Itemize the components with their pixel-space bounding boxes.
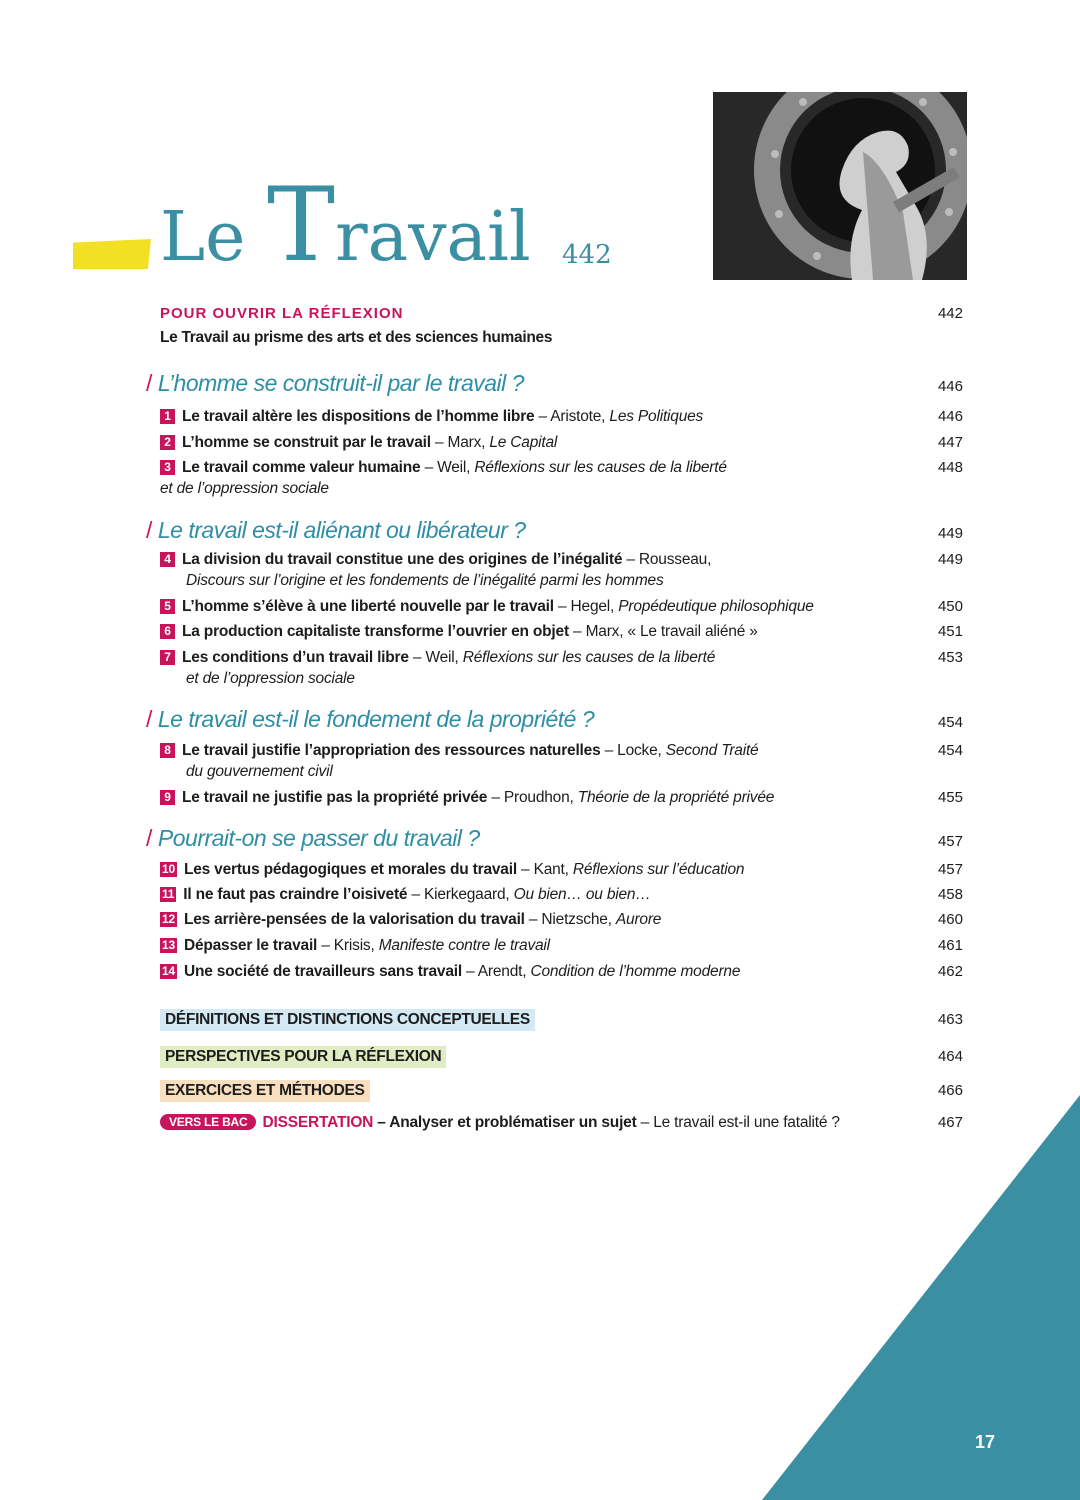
entry-title: Les vertus pédagogiques et morales du travail (183, 861, 517, 878)
toc-entry[interactable]: 10 Les vertus pédagogiques et morales du travail – Kant, Réflexions sur l’éducation 457 (162, 861, 963, 878)
entry-work: Le Capital (489, 434, 558, 451)
section-title: Pourrait-on se passer du travail ? (157, 825, 480, 851)
slash-icon: / (146, 517, 152, 543)
entry-page: 458 (937, 886, 963, 903)
intro-subtitle: Le Travail au prisme des arts et des sciences humaines (160, 329, 553, 346)
extra-perspectives[interactable] (160, 1046, 963, 1068)
slash-icon: / (146, 706, 152, 732)
entry-title: Le travail altère les dispositions de l’homme libre (182, 408, 535, 425)
entry-author: Kierkegaard, (424, 886, 514, 903)
entry-page: 462 (937, 963, 963, 980)
entry-author: Kant, (533, 861, 573, 878)
toc-entry[interactable]: 3 Le travail comme valeur humaine – Weil, Réflexions sur les causes de la liberté et de l’oppression sociale 448 (160, 459, 963, 497)
intro-page: 442 (937, 305, 963, 322)
entry-number-badge: 6 (160, 624, 175, 639)
entry-work: Condition de l’homme moderne (530, 963, 741, 980)
entry-title: Les arrière-pensées de la valorisation du travail (183, 911, 525, 928)
toc-entry[interactable]: 8 Le travail justifie l’appropriation des ressources naturelles – Locke, Second Traité du gouvernement civil 454 (160, 740, 963, 782)
bac-title: Analyser et problématiser un sujet (389, 1114, 637, 1131)
entry-number-badge: 5 (160, 599, 175, 614)
entry-page: 446 (937, 408, 963, 425)
toc-entry[interactable]: 5 L’homme s’élève à une liberté nouvelle par le travail – Hegel, Propédeutique philosophique 450 (160, 596, 963, 617)
entry-work: Théorie de la propriété privée (577, 789, 775, 806)
entry-author: Hegel, (570, 598, 619, 615)
extra-label: PERSPECTIVES POUR LA RÉFLEXION (160, 1046, 446, 1068)
entry-page: 453 (937, 649, 963, 666)
entry-page: 454 (937, 742, 963, 759)
extra-label: DÉFINITIONS ET DISTINCTIONS CONCEPTUELLES (160, 1009, 535, 1031)
toc-entry[interactable]: 13 Dépasser le travail – Krisis, Manifeste contre le travail 461 (162, 937, 963, 954)
yellow-accent-bar (73, 239, 151, 269)
extra-page: 466 (937, 1082, 963, 1099)
entry-number-badge: 2 (160, 435, 175, 450)
bac-kind: DISSERTATION (262, 1114, 374, 1131)
entry-number-badge: 9 (160, 790, 175, 805)
entry-author: Marx, (447, 434, 490, 451)
entry-work-continued: du gouvernement civil (186, 763, 333, 780)
entry-page: 448 (937, 459, 963, 476)
entry-work-continued: et de l’oppression sociale (160, 480, 329, 497)
entry-title: La production capitaliste transforme l’ouvrier en objet (182, 623, 569, 640)
section-title: Le travail est-il aliénant ou libérateur ? (157, 517, 526, 543)
section-page: 457 (937, 833, 963, 850)
intro-subtitle-row (160, 329, 963, 347)
entry-work: Propédeutique philosophique (618, 598, 814, 615)
section-heading[interactable] (146, 825, 963, 852)
toc-entry[interactable]: 14 Une société de travailleurs sans travail – Arendt, Condition de l’homme moderne 462 (162, 963, 963, 980)
entry-title: Le travail comme valeur humaine (182, 459, 421, 476)
entry-number-badge: 11 (162, 887, 175, 901)
entry-page: 450 (937, 598, 963, 615)
toc-entry[interactable]: 12 Les arrière-pensées de la valorisation du travail – Nietzsche, Aurore 460 (162, 911, 963, 928)
entry-page: 447 (937, 434, 963, 451)
intro-row[interactable] (160, 305, 963, 322)
entry-work: Aurore (615, 911, 662, 928)
page-number: 17 (975, 1432, 996, 1452)
entry-work: Ou bien… ou bien… (513, 886, 651, 903)
entry-number-badge: 14 (162, 964, 175, 978)
entry-page: 455 (937, 789, 963, 806)
extra-page: 464 (937, 1048, 963, 1065)
toc-entry[interactable]: 1 Le travail altère les dispositions de l’homme libre – Aristote, Les Politiques 446 (160, 406, 963, 427)
entry-page: 460 (937, 911, 963, 928)
entry-title: Le travail justifie l’appropriation des ressources naturelles (182, 742, 601, 759)
entry-author: Locke, (617, 742, 666, 759)
entry-author: Weil, (437, 459, 475, 476)
entry-title: Il ne faut pas craindre l’oisiveté (183, 886, 408, 903)
entry-work-continued: et de l’oppression sociale (186, 670, 355, 687)
section-heading[interactable] (146, 517, 963, 544)
bac-page: 467 (937, 1114, 963, 1131)
section-title: Le travail est-il le fondement de la propriété ? (157, 706, 595, 732)
entry-work: Réflexions sur les causes de la liberté (474, 459, 727, 476)
entry-author: Nietzsche, (541, 911, 616, 928)
section-heading[interactable] (146, 706, 963, 733)
bac-subject: Le travail est-il une fatalité ? (653, 1114, 840, 1131)
entry-number-badge: 12 (162, 912, 175, 926)
intro-kicker: POUR OUVRIR LA RÉFLEXION (160, 305, 404, 322)
slash-icon: / (146, 825, 152, 851)
extra-page: 463 (937, 1011, 963, 1028)
entry-number-badge: 1 (160, 409, 175, 424)
entry-number-badge: 4 (160, 552, 175, 567)
entry-author: Aristote, (550, 408, 610, 425)
toc-entry[interactable]: 6 La production capitaliste transforme l’ouvrier en objet – Marx, « Le travail aliéné » 451 (160, 621, 963, 642)
entry-work: Manifeste contre le travail (378, 937, 550, 954)
toc-entry[interactable]: 11 Il ne faut pas craindre l’oisiveté – Kierkegaard, Ou bien… ou bien… 458 (162, 886, 963, 903)
entry-title: L’homme s’élève à une liberté nouvelle par le travail (182, 598, 554, 615)
bac-badge: VERS LE BAC (160, 1114, 256, 1130)
entry-title: Le travail ne justifie pas la propriété privée (182, 789, 488, 806)
section-title: L’homme se construit-il par le travail ? (157, 370, 524, 396)
section-heading[interactable] (146, 370, 963, 397)
chapter-title: Le Travail (160, 166, 531, 285)
extra-exercices[interactable] (160, 1080, 963, 1102)
chapter-photo (713, 92, 967, 280)
entry-author: Marx, « Le travail aliéné » (585, 623, 758, 640)
entry-number-badge: 8 (160, 743, 175, 758)
entry-work: Second Traité (665, 742, 759, 759)
entry-title: Une société de travailleurs sans travail (183, 963, 462, 980)
entry-title: Dépasser le travail (183, 937, 318, 954)
entry-work: Réflexions sur les causes de la liberté (462, 649, 716, 666)
entry-page: 451 (937, 623, 963, 640)
entry-author: Arendt, (477, 963, 531, 980)
bac-row[interactable] (160, 1114, 963, 1132)
entry-page: 457 (937, 861, 963, 878)
entry-page: 461 (937, 937, 963, 954)
entry-title: La division du travail constitue une des origines de l’inégalité (182, 551, 623, 568)
toc-entry[interactable]: 7 Les conditions d’un travail libre – Weil, Réflexions sur les causes de la liberté et de l’oppression sociale 453 (160, 647, 963, 689)
section-page: 446 (937, 378, 963, 395)
section-page: 454 (937, 714, 963, 731)
entry-work: Discours sur l’origine et les fondements de l’inégalité parmi les hommes (186, 572, 664, 589)
section-page: 449 (937, 525, 963, 542)
entry-author: Proudhon, (503, 789, 578, 806)
toc-entry[interactable]: 4 La division du travail constitue une des origines de l’inégalité – Rousseau, Discours sur l’origine et les fondements de l’inégalité parmi les hommes 449 (160, 549, 963, 591)
extra-label: EXERCICES ET MÉTHODES (160, 1080, 370, 1102)
entry-title: L’homme se construit par le travail (182, 434, 431, 451)
toc-entry[interactable]: 2 L’homme se construit par le travail – Marx, Le Capital 447 (160, 432, 963, 453)
entry-author: Weil, (425, 649, 463, 666)
entry-page: 449 (937, 551, 963, 568)
entry-author: Krisis, (333, 937, 379, 954)
entry-number-badge: 3 (160, 460, 175, 475)
slash-icon: / (146, 370, 152, 396)
entry-title: Les conditions d’un travail libre (182, 649, 409, 666)
bac-dash: – (636, 1114, 654, 1131)
entry-number-badge: 13 (162, 938, 175, 952)
entry-number-badge: 7 (160, 650, 175, 665)
entry-work: Les Politiques (609, 408, 704, 425)
extra-definitions[interactable] (160, 1009, 963, 1031)
bac-dash: – (373, 1114, 390, 1131)
entry-author: Rousseau, (638, 551, 712, 568)
chapter-page: 442 (562, 240, 612, 270)
entry-work: Réflexions sur l’éducation (572, 861, 745, 878)
toc-entry[interactable]: 9 Le travail ne justifie pas la propriété privée – Proudhon, Théorie de la propriété privée 455 (160, 787, 963, 808)
entry-number-badge: 10 (162, 862, 175, 876)
